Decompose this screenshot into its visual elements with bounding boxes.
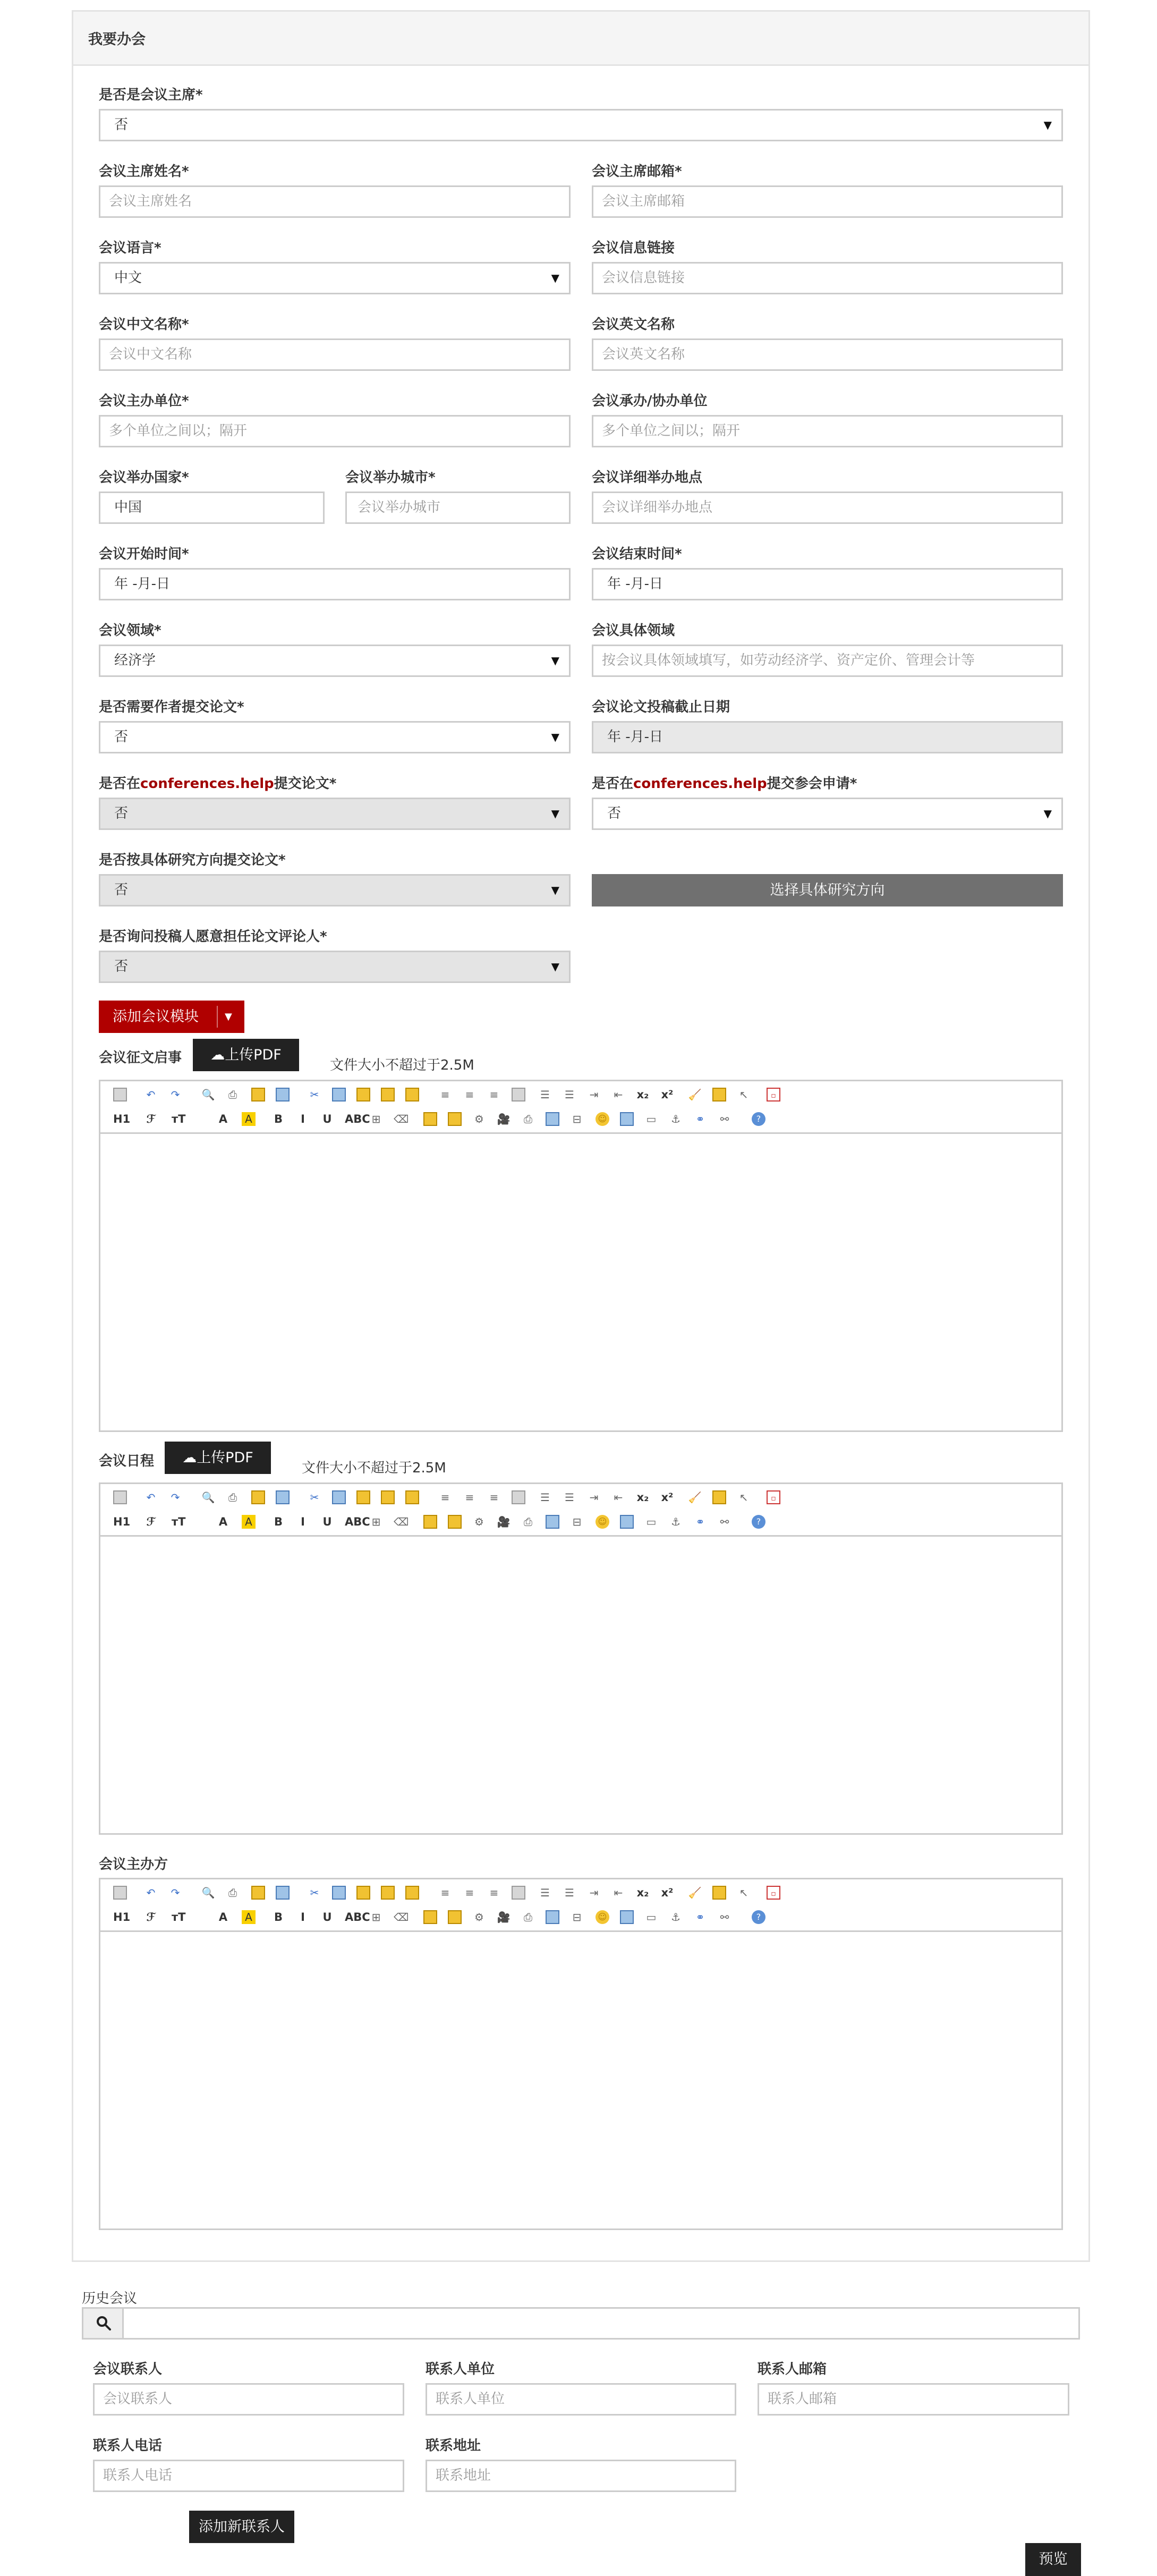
file-icon[interactable]: ⎙ (524, 1515, 532, 1528)
panel-title: 我要办会 (88, 31, 146, 48)
submit-paper-value: 否 (114, 806, 129, 821)
highlight-color-icon[interactable]: A (242, 1515, 256, 1529)
subscript-icon[interactable]: x₂ (636, 1491, 649, 1504)
emoticon-icon[interactable]: ☺ (595, 1112, 609, 1126)
outdent-icon[interactable]: ⇤ (614, 1088, 623, 1101)
ordered-list-icon[interactable]: ☰ (540, 1886, 550, 1899)
align-left-icon[interactable]: ≡ (440, 1886, 450, 1899)
code-icon[interactable] (546, 1910, 559, 1924)
help-icon[interactable]: ? (752, 1515, 765, 1529)
pagebreak-icon[interactable]: ▭ (646, 1113, 657, 1125)
justify-icon[interactable] (512, 1886, 525, 1900)
line-icon[interactable]: ⊟ (572, 1113, 582, 1125)
print-icon[interactable]: ⎙ (228, 1491, 237, 1504)
cut-icon[interactable]: ✂ (310, 1886, 319, 1899)
fullscreen-icon[interactable]: ▫ (767, 1886, 780, 1900)
link-icon[interactable]: ⚭ (695, 1911, 705, 1923)
italic-icon[interactable]: I (301, 1113, 305, 1125)
reviewer-select[interactable] (99, 951, 571, 983)
chair-name-input[interactable]: 会议主席姓名 (99, 185, 571, 218)
heading-icon[interactable]: H1 (113, 1515, 131, 1528)
name-cn-input[interactable]: 会议中文名称 (99, 338, 571, 371)
chevron-down-icon: ▼ (551, 807, 559, 820)
cfp-label: 会议征文启事 (99, 1050, 182, 1066)
start-date-label: 会议开始时间* (99, 546, 189, 562)
field-label: 会议领域* (99, 623, 161, 639)
media-icon[interactable]: 🎥 (497, 1515, 511, 1528)
copy-icon[interactable] (332, 1088, 346, 1101)
label-part: 是否在 (99, 776, 141, 792)
subscript-icon[interactable]: x₂ (636, 1886, 649, 1899)
unlink-icon[interactable]: ⚯ (720, 1113, 729, 1125)
add-module-button[interactable] (99, 1001, 244, 1033)
table-icon[interactable]: ⊞ (371, 1113, 381, 1125)
venue-input[interactable]: 会议详细举办地点 (592, 492, 1063, 524)
sub-field-label: 会议具体领域 (592, 623, 675, 639)
font-color-icon[interactable]: A (218, 1113, 228, 1125)
strikethrough-icon[interactable]: ABC (345, 1515, 370, 1528)
source-icon[interactable] (113, 1886, 127, 1900)
emoticon-icon[interactable]: ☺ (595, 1910, 609, 1924)
chair-email-input[interactable]: 会议主席邮箱 (592, 185, 1063, 218)
anchor-icon[interactable]: ⚓ (671, 1515, 680, 1528)
schedule-editor (99, 1482, 1063, 1835)
line-icon[interactable]: ⊟ (572, 1911, 582, 1923)
clear-format-icon[interactable]: 🧹 (688, 1886, 702, 1899)
font-size-icon[interactable]: тT (172, 1911, 186, 1923)
align-left-icon[interactable]: ≡ (440, 1491, 450, 1504)
language-select[interactable] (99, 262, 571, 294)
font-family-icon[interactable]: ℱ (146, 1911, 156, 1923)
media-icon[interactable]: 🎥 (497, 1911, 511, 1923)
indent-icon[interactable]: ⇥ (589, 1491, 599, 1504)
align-center-icon[interactable]: ≡ (465, 1491, 474, 1504)
anchor-icon[interactable]: ⚓ (671, 1113, 680, 1125)
schedule-upload-pdf-button[interactable] (165, 1442, 271, 1474)
link-icon[interactable]: ⚭ (695, 1515, 705, 1528)
superscript-icon[interactable]: x² (661, 1088, 674, 1101)
paste-word-icon[interactable] (405, 1088, 419, 1101)
heading-icon[interactable]: H1 (113, 1113, 131, 1125)
panel-header (73, 12, 1088, 66)
code-icon[interactable] (546, 1112, 559, 1126)
chevron-down-icon: ▼ (551, 960, 559, 973)
label-part: 提交参会申请* (767, 776, 857, 792)
deadline-label: 会议论文投稿截止日期 (592, 699, 730, 715)
remove-format-icon[interactable]: ⌫ (394, 1515, 409, 1528)
outdent-icon[interactable]: ⇤ (614, 1491, 623, 1504)
multi-image-icon[interactable] (448, 1112, 462, 1126)
image-icon[interactable] (423, 1515, 437, 1529)
reviewer-label: 是否询问投稿人愿意担任论文评论人* (99, 929, 327, 945)
media-icon[interactable]: 🎥 (497, 1113, 511, 1125)
field-select[interactable] (99, 645, 571, 677)
redo-icon[interactable]: ↷ (171, 1491, 180, 1504)
contact-address-input[interactable]: 联系地址 (426, 2460, 736, 2492)
chevron-down-icon: ▼ (1043, 118, 1052, 131)
paste-icon[interactable] (356, 1886, 370, 1900)
align-center-icon[interactable]: ≡ (465, 1886, 474, 1899)
cursor-icon[interactable]: ↖ (739, 1886, 748, 1899)
split-divider (217, 1006, 218, 1028)
indent-icon[interactable]: ⇥ (589, 1088, 599, 1101)
bold-icon[interactable]: B (274, 1515, 283, 1528)
upload-pdf-label: 上传PDF (225, 1047, 282, 1063)
font-size-icon[interactable]: тT (172, 1113, 186, 1125)
upload-pdf-label: 上传PDF (197, 1450, 253, 1466)
fullscreen-icon[interactable]: ▫ (767, 1490, 780, 1504)
contact-unit-input[interactable]: 联系人单位 (426, 2383, 736, 2416)
need-paper-label: 是否需要作者提交论文* (99, 699, 244, 715)
select-all-icon[interactable] (276, 1490, 290, 1504)
undo-icon[interactable]: ↶ (146, 1491, 156, 1504)
underline-icon[interactable]: U (322, 1911, 332, 1923)
select-icon[interactable] (712, 1886, 726, 1900)
highlight-color-icon[interactable]: A (242, 1910, 256, 1924)
code-icon[interactable] (546, 1515, 559, 1529)
cfp-size-note: 文件大小不超过于2.5M (330, 1057, 474, 1073)
align-right-icon[interactable]: ≡ (489, 1491, 499, 1504)
multi-image-icon[interactable] (448, 1910, 462, 1924)
contact-address-label: 联系地址 (426, 2438, 481, 2454)
schedule-size-note: 文件大小不超过于2.5M (302, 1460, 446, 1476)
indent-icon[interactable]: ⇥ (589, 1886, 599, 1899)
chevron-down-icon: ▼ (551, 731, 559, 743)
paste-text-icon[interactable] (381, 1490, 395, 1504)
emoticon-icon[interactable]: ☺ (595, 1515, 609, 1529)
unordered-list-icon[interactable]: ☰ (565, 1491, 574, 1504)
justify-icon[interactable] (512, 1088, 525, 1101)
sub-field-input[interactable]: 按会议具体领域填写，如劳动经济学、资产定价、管理会计等 (592, 645, 1063, 677)
cfp-upload-pdf-button[interactable] (193, 1039, 299, 1071)
city-label: 会议举办城市* (345, 470, 436, 486)
country-input[interactable]: 中国 (99, 492, 325, 524)
source-icon[interactable] (113, 1088, 127, 1101)
preview-button[interactable]: 预览 (1025, 2543, 1081, 2576)
image-icon[interactable] (423, 1112, 437, 1126)
city-input[interactable]: 会议举办城市 (345, 492, 571, 524)
language-value: 中文 (114, 270, 142, 286)
table-icon[interactable]: ⊞ (371, 1515, 381, 1528)
caret-down-icon[interactable]: ▼ (225, 1011, 232, 1022)
contact-name-label: 会议联系人 (93, 2361, 163, 2377)
remove-format-icon[interactable]: ⌫ (394, 1911, 409, 1923)
contact-phone-label: 联系人电话 (93, 2438, 163, 2454)
help-icon[interactable]: ? (752, 1910, 765, 1924)
add-module-label: 添加会议模块 (113, 1009, 199, 1025)
editor-toolbar (100, 1081, 1061, 1134)
cfp-editor (99, 1080, 1063, 1432)
site-name: conferences.help (633, 776, 767, 792)
editor-content-area[interactable] (100, 1932, 1061, 2228)
contact-phone-input[interactable]: 联系人电话 (93, 2460, 404, 2492)
print-icon[interactable]: ⎙ (228, 1886, 237, 1899)
country-label: 会议举办国家* (99, 470, 189, 486)
venue-label: 会议详细举办地点 (592, 470, 703, 486)
subscript-icon[interactable]: x₂ (636, 1088, 649, 1101)
copy-icon[interactable] (332, 1490, 346, 1504)
label-part: 是否在 (592, 776, 634, 792)
select-all-icon[interactable] (276, 1088, 290, 1101)
fullscreen-icon[interactable]: ▫ (767, 1088, 780, 1101)
preview-icon[interactable]: 🔍 (201, 1088, 215, 1101)
submit-paper-label (99, 773, 336, 792)
pagebreak-icon[interactable]: ▭ (646, 1911, 657, 1923)
preview-icon[interactable]: 🔍 (201, 1491, 215, 1504)
history-search-input[interactable] (124, 2309, 1078, 2338)
superscript-icon[interactable]: x² (661, 1886, 674, 1899)
italic-icon[interactable]: I (301, 1515, 305, 1528)
chair-name-label: 会议主席姓名* (99, 164, 189, 180)
by-direction-value: 否 (114, 882, 129, 898)
cloud-upload-icon: ☁ (210, 1047, 225, 1063)
history-label: 历史会议 (82, 2291, 138, 2307)
link-icon[interactable]: ⚭ (695, 1113, 705, 1125)
align-right-icon[interactable]: ≡ (489, 1088, 499, 1101)
is-chair-select[interactable] (99, 109, 1063, 141)
chair-email-label: 会议主席邮箱* (592, 164, 682, 180)
add-contact-button[interactable]: 添加新联系人 (189, 2511, 294, 2543)
submit-apply-select[interactable] (592, 798, 1063, 830)
unlink-icon[interactable]: ⚯ (720, 1515, 729, 1528)
choose-direction-button[interactable]: 选择具体研究方向 (592, 874, 1063, 906)
file-icon[interactable]: ⎙ (524, 1113, 532, 1125)
reviewer-value: 否 (114, 959, 129, 975)
paste-word-icon[interactable] (405, 1490, 419, 1504)
end-date-input[interactable]: 年 -月-日 (592, 568, 1063, 600)
end-date-label: 会议结束时间* (592, 546, 682, 562)
unlink-icon[interactable]: ⚯ (720, 1911, 729, 1923)
is-chair-label: 是否是会议主席* (99, 87, 203, 103)
chevron-down-icon: ▼ (551, 884, 559, 896)
cursor-icon[interactable]: ↖ (739, 1491, 748, 1504)
name-en-label: 会议英文名称 (592, 317, 675, 333)
align-center-icon[interactable]: ≡ (465, 1088, 474, 1101)
bold-icon[interactable]: B (274, 1113, 283, 1125)
outdent-icon[interactable]: ⇤ (614, 1886, 623, 1899)
image-icon[interactable] (423, 1910, 437, 1924)
by-direction-select[interactable] (99, 874, 571, 906)
template-icon[interactable] (251, 1088, 265, 1101)
font-size-icon[interactable]: тT (172, 1515, 186, 1528)
superscript-icon[interactable]: x² (661, 1491, 674, 1504)
ordered-list-icon[interactable]: ☰ (540, 1088, 550, 1101)
contact-name-input[interactable]: 会议联系人 (93, 2383, 404, 2416)
select-all-icon[interactable] (276, 1886, 290, 1900)
organizer-editor (99, 1878, 1063, 2230)
by-direction-label: 是否按具体研究方向提交论文* (99, 852, 286, 868)
paste-icon[interactable] (356, 1088, 370, 1101)
map-icon[interactable] (620, 1112, 634, 1126)
font-color-icon[interactable]: A (218, 1911, 228, 1923)
organizer-label: 会议主办方 (99, 1857, 168, 1872)
help-icon[interactable]: ? (752, 1112, 765, 1126)
table-icon[interactable]: ⊞ (371, 1911, 381, 1923)
submit-apply-label (592, 773, 857, 792)
search-icon (96, 2315, 112, 2331)
label-part: 提交论文* (274, 776, 337, 792)
map-icon[interactable] (620, 1515, 634, 1529)
redo-icon[interactable]: ↷ (171, 1088, 180, 1101)
host-label: 会议主办单位* (99, 393, 189, 409)
start-date-input[interactable]: 年 -月-日 (99, 568, 571, 600)
highlight-color-icon[interactable]: A (242, 1112, 256, 1126)
paste-text-icon[interactable] (381, 1088, 395, 1101)
template-icon[interactable] (251, 1886, 265, 1900)
flash-icon[interactable]: ⚙ (474, 1113, 484, 1125)
unordered-list-icon[interactable]: ☰ (565, 1886, 574, 1899)
flash-icon[interactable]: ⚙ (474, 1911, 484, 1923)
strikethrough-icon[interactable]: ABC (345, 1113, 370, 1125)
submit-apply-value: 否 (607, 806, 622, 821)
chevron-down-icon: ▼ (551, 272, 559, 284)
justify-icon[interactable] (512, 1490, 525, 1504)
template-icon[interactable] (251, 1490, 265, 1504)
anchor-icon[interactable]: ⚓ (671, 1911, 680, 1923)
remove-format-icon[interactable]: ⌫ (394, 1113, 409, 1125)
chevron-down-icon: ▼ (1043, 807, 1052, 820)
align-left-icon[interactable]: ≡ (440, 1088, 450, 1101)
map-icon[interactable] (620, 1910, 634, 1924)
strikethrough-icon[interactable]: ABC (345, 1911, 370, 1923)
line-icon[interactable]: ⊟ (572, 1515, 582, 1528)
info-link-input[interactable]: 会议信息链接 (592, 262, 1063, 294)
deadline-input: 年 -月-日 (592, 721, 1063, 753)
contact-unit-label: 联系人单位 (426, 2361, 495, 2377)
redo-icon[interactable]: ↷ (171, 1886, 180, 1899)
paste-word-icon[interactable] (405, 1886, 419, 1900)
pagebreak-icon[interactable]: ▭ (646, 1515, 657, 1528)
search-addon (83, 2309, 124, 2338)
submit-paper-select[interactable] (99, 798, 571, 830)
ordered-list-icon[interactable]: ☰ (540, 1491, 550, 1504)
field-value: 经济学 (114, 653, 156, 668)
schedule-label: 会议日程 (99, 1453, 155, 1469)
italic-icon[interactable]: I (301, 1911, 305, 1923)
preview-icon[interactable]: 🔍 (201, 1886, 215, 1899)
select-icon[interactable] (712, 1088, 726, 1101)
name-cn-label: 会议中文名称* (99, 317, 189, 333)
info-link-label: 会议信息链接 (592, 240, 675, 256)
host-input[interactable]: 多个单位之间以；隔开 (99, 415, 571, 447)
file-icon[interactable]: ⎙ (524, 1911, 532, 1923)
editor-content-area[interactable] (100, 1134, 1061, 1430)
copy-icon[interactable] (332, 1886, 346, 1900)
clear-format-icon[interactable]: 🧹 (688, 1491, 702, 1504)
flash-icon[interactable]: ⚙ (474, 1515, 484, 1528)
cursor-icon[interactable]: ↖ (739, 1088, 748, 1101)
editor-toolbar (100, 1484, 1061, 1537)
contact-email-label: 联系人邮箱 (758, 2361, 827, 2377)
chevron-down-icon: ▼ (551, 654, 559, 667)
cloud-upload-icon: ☁ (182, 1450, 197, 1466)
need-paper-value: 否 (114, 729, 129, 745)
contact-email-input[interactable]: 联系人邮箱 (758, 2383, 1069, 2416)
history-search (82, 2307, 1080, 2340)
unordered-list-icon[interactable]: ☰ (565, 1088, 574, 1101)
heading-icon[interactable]: H1 (113, 1911, 131, 1923)
source-icon[interactable] (113, 1490, 127, 1504)
font-color-icon[interactable]: A (218, 1515, 228, 1528)
font-family-icon[interactable]: ℱ (146, 1113, 156, 1125)
print-icon[interactable]: ⎙ (228, 1088, 237, 1101)
name-en-input[interactable]: 会议英文名称 (592, 338, 1063, 371)
language-label: 会议语言* (99, 240, 161, 256)
clear-format-icon[interactable]: 🧹 (688, 1088, 702, 1101)
paste-icon[interactable] (356, 1490, 370, 1504)
need-paper-select[interactable] (99, 721, 571, 753)
font-family-icon[interactable]: ℱ (146, 1515, 156, 1528)
is-chair-value: 否 (114, 117, 129, 133)
multi-image-icon[interactable] (448, 1515, 462, 1529)
undo-icon[interactable]: ↶ (146, 1088, 156, 1101)
editor-toolbar (100, 1879, 1061, 1932)
undo-icon[interactable]: ↶ (146, 1886, 156, 1899)
align-right-icon[interactable]: ≡ (489, 1886, 499, 1899)
cut-icon[interactable]: ✂ (310, 1491, 319, 1504)
co-host-input[interactable]: 多个单位之间以；隔开 (592, 415, 1063, 447)
co-host-label: 会议承办/协办单位 (592, 393, 708, 409)
underline-icon[interactable]: U (322, 1515, 332, 1528)
bold-icon[interactable]: B (274, 1911, 283, 1923)
cut-icon[interactable]: ✂ (310, 1088, 319, 1101)
editor-content-area[interactable] (100, 1537, 1061, 1833)
underline-icon[interactable]: U (322, 1113, 332, 1125)
paste-text-icon[interactable] (381, 1886, 395, 1900)
select-icon[interactable] (712, 1490, 726, 1504)
site-name: conferences.help (140, 776, 274, 792)
